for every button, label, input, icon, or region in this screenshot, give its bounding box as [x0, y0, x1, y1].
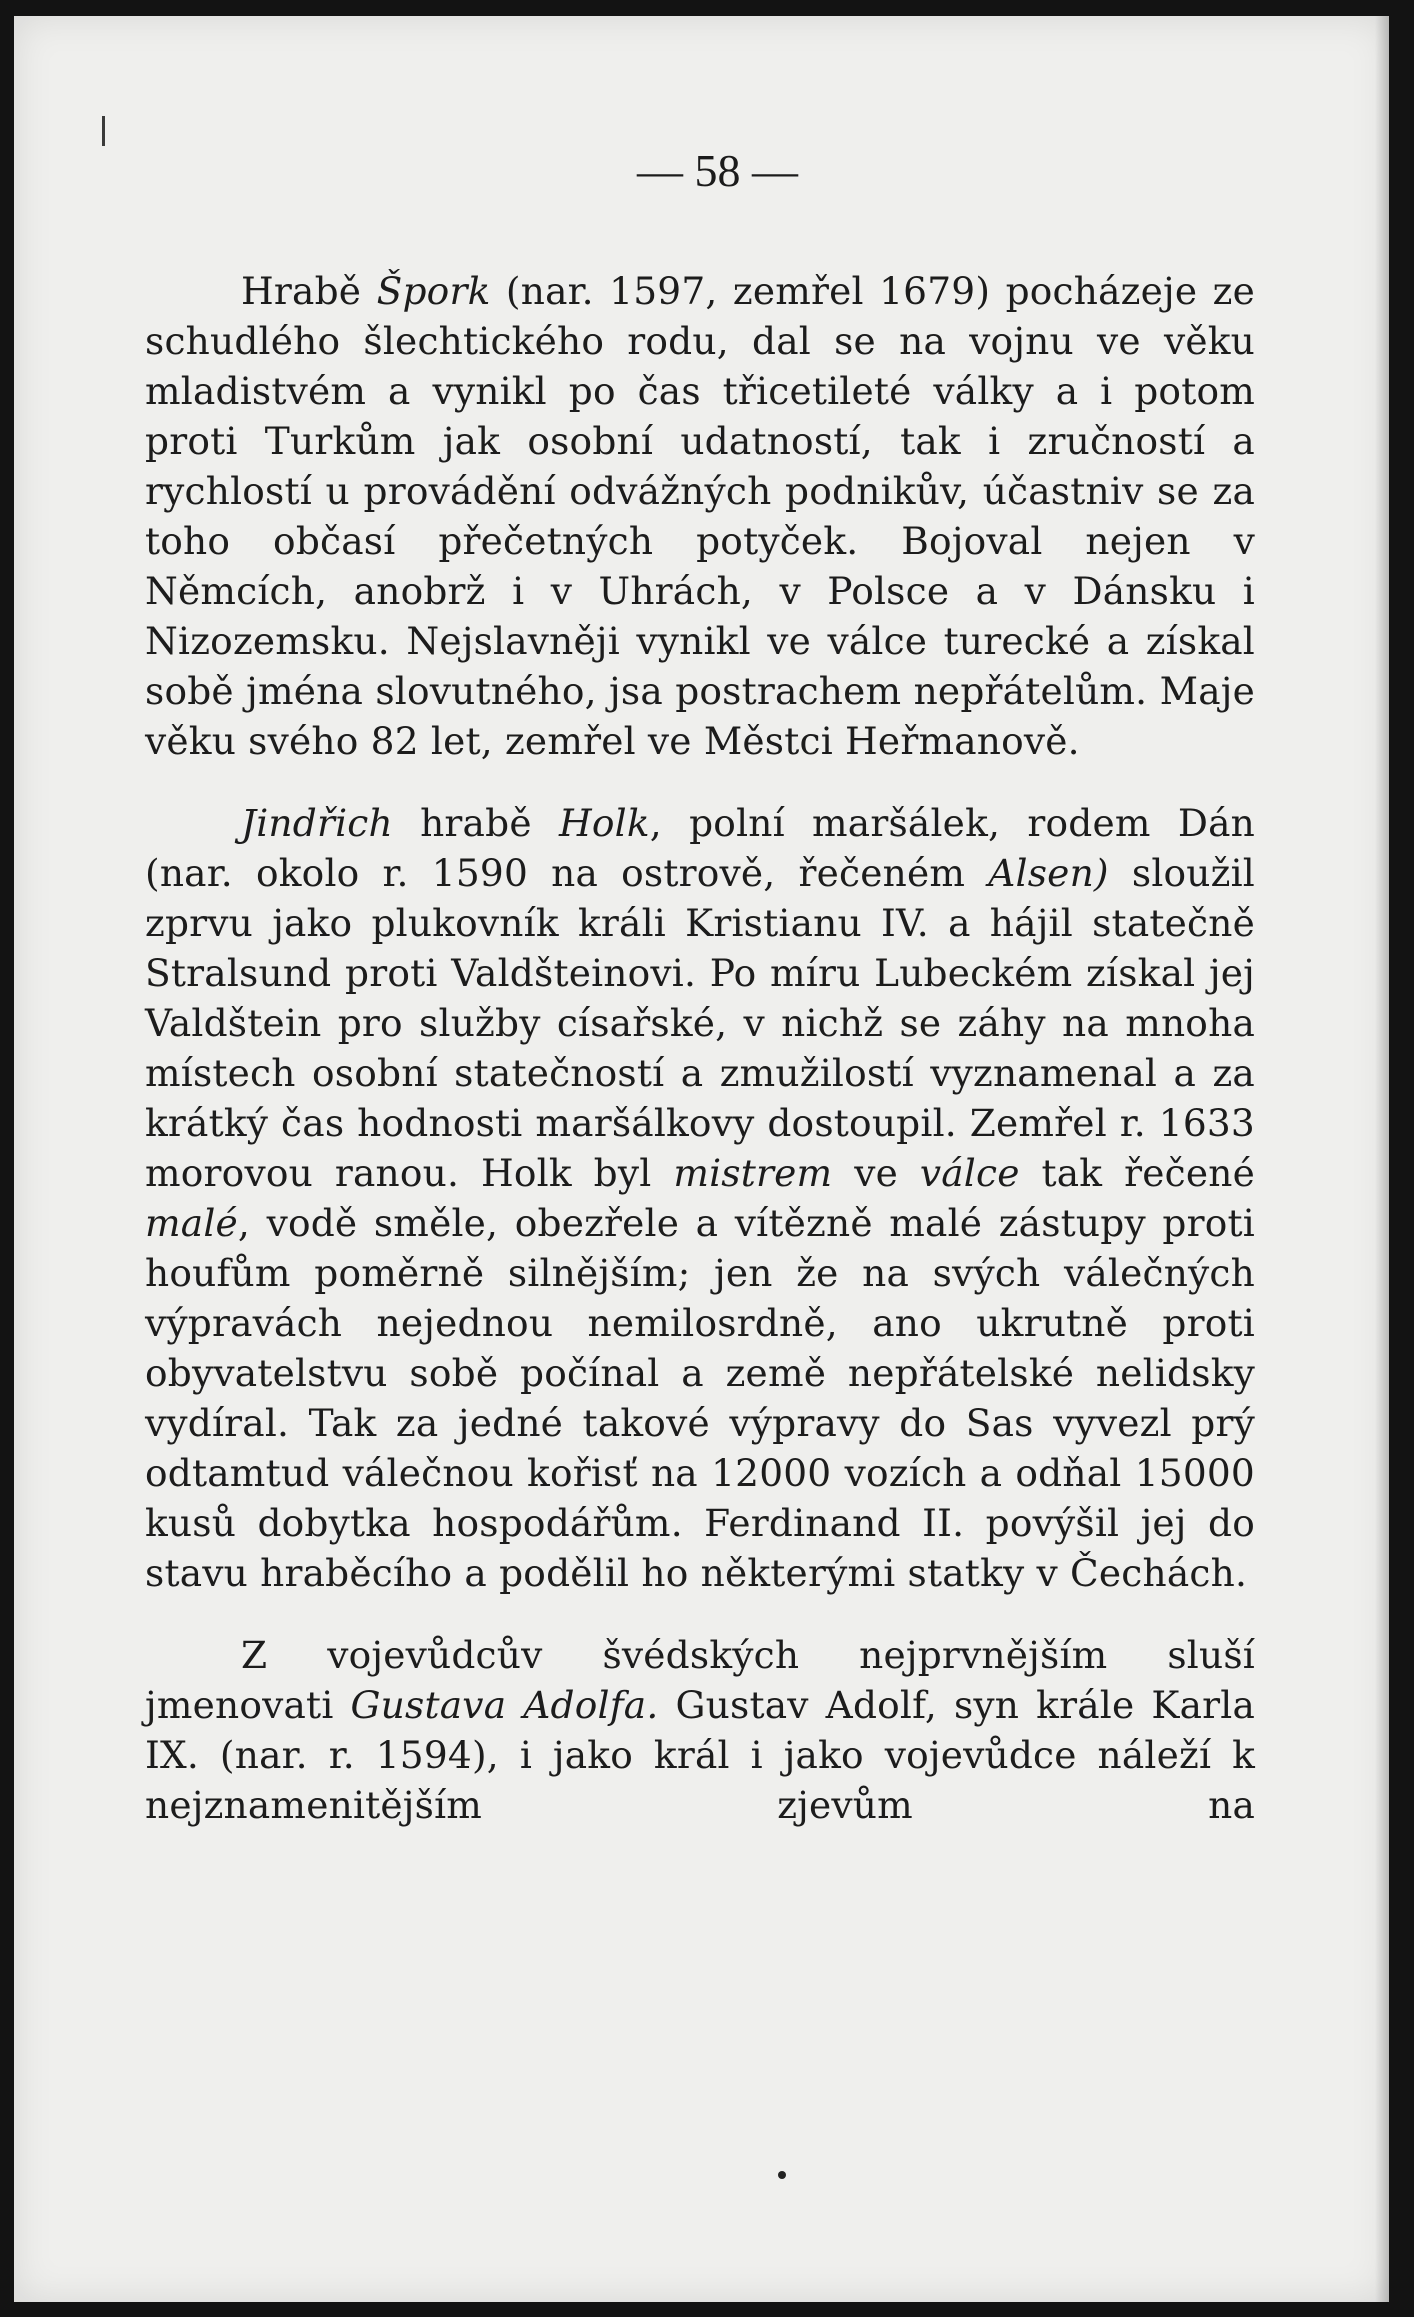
paragraph-holk	[145, 798, 1255, 1598]
text-run: sloužil zprvu jako plukovník králi Kristianu IV. a hájil statečně Stralsund proti Valdšteinovi. Po míru Lubeckém získal jej Valdštein pro služby císařské, v nichž se záhy na mnoha místech osobní statečností a zmužilostí vyznamenal a za krátký čas hodnosti maršálkovy dostoupil. Zemřel r. 1633 morovou ranou. Holk byl	[145, 851, 1255, 1195]
text-run-italic: mistrem	[673, 1151, 833, 1195]
ink-speck	[778, 2171, 786, 2179]
body-text	[145, 266, 1255, 1830]
text-run: Hrabě	[241, 269, 377, 313]
text-run: Gustav Adolf, syn krále Karla IX. (nar. r. 1594), i jako král i jako vojevůdce náleží k nejznamenitějším zjevům na	[145, 1683, 1256, 1827]
text-run-italic: Holk	[558, 801, 650, 845]
text-run-italic: Gustava Adolfa.	[350, 1683, 659, 1727]
text-run-italic: válce	[919, 1151, 1020, 1195]
text-run-italic: Jindřich	[241, 801, 393, 845]
page-number: — 58 —	[637, 145, 798, 196]
text-run-italic: Špork	[376, 269, 491, 313]
text-run: , vodě směle, obezřele a vítězně malé zástupy proti houfům poměrně silnějším; jen že na svých válečných výpravách nejednou nemilosrdně, ano ukrutně proti obyvatelstvu sobě počínal a země nepřátelské nelidsky vydíral. Tak za jedné takové výpravy do Sas vyvezl prý odtamtud válečnou kořisť na 12000 vozích a odňal 15000 kusů dobytka hospodářům. Ferdinand II. povýšil jej do stavu hraběcího a podělil ho některými statky v Čechách.	[145, 1201, 1255, 1595]
text-run: tak řečené	[1019, 1151, 1255, 1195]
text-run: ve	[832, 1151, 920, 1195]
text-run: (nar. 1597, zemřel 1679) pocházeje ze schudlého šlechtického rodu, dal se na vojnu ve věku mladistvém a vynikl po čas třicetileté války a i potom proti Turkům jak osobní udatností, tak i zručností a rychlostí u provádění odvážných podnikův, účastniv se za toho občasí přečetných potyček. Bojoval nejen v Němcích, anobrž i v Uhrách, v Polsce a v Dánsku i Nizozemsku. Nejslavněji vynikl ve válce turecké a získal sobě jména slovutného, jsa postrachem nepřátelům. Maje věku svého 82 let, zemřel ve Městci Heřmanově.	[145, 269, 1255, 763]
page-edge-shadow	[1375, 16, 1389, 2302]
margin-mark	[102, 116, 105, 146]
text-run: , polní maršálek, rodem Dán (nar. okolo r. 1590 na ostrově, řečeném	[145, 801, 1255, 895]
paragraph-spork	[145, 266, 1255, 766]
text-run: Z vojevůdcův švédských nejprvnějším sluší jmenovati	[145, 1633, 1255, 1727]
book-page	[14, 16, 1389, 2302]
text-run-italic: malé	[145, 1201, 238, 1245]
text-run-italic: Alsen)	[988, 851, 1109, 895]
paragraph-gustav-adolf	[145, 1630, 1255, 1830]
text-run: hrabě	[392, 801, 559, 845]
